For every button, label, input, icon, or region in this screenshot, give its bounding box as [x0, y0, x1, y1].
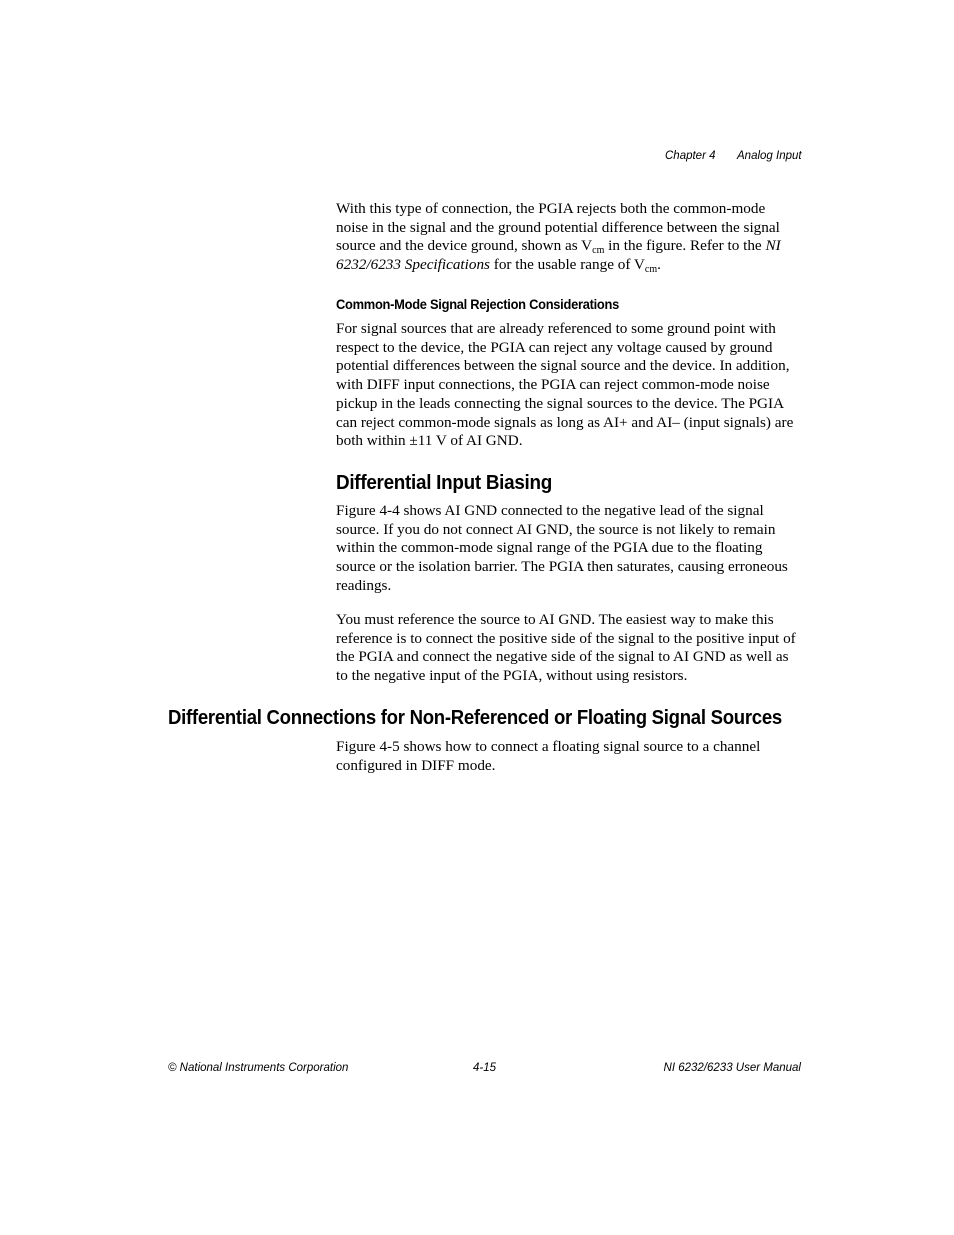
header-chapter: Chapter 4	[665, 150, 716, 162]
biasing-text-1: Figure 4-4 shows AI GND connected to the negative lead of the signal source. If you do not connect AI GND, the source is not likely to remain within the common-mode signal range of the PGIA due to the floating source or the isolation barrier. The PGIA then saturates, causing erroneous readings.	[336, 502, 788, 594]
specifications-reference: NI 6232/6233 Specifications	[336, 237, 781, 274]
intro-text-3: for the usable range of V	[489, 256, 645, 274]
running-footer	[0, 1062, 954, 1078]
intro-paragraph	[336, 200, 801, 275]
footer-manual-title: NI 6232/6233 User Manual	[663, 1062, 801, 1074]
biasing-paragraph-2	[336, 611, 801, 686]
floating-text: Figure 4-5 shows how to connect a floating signal source to a channel configured in DIFF mode.	[336, 738, 761, 774]
footer-page-number: 4-15	[473, 1062, 497, 1074]
header-title: Analog Input	[737, 150, 802, 162]
biasing-text-2: You must reference the source to AI GND. The easiest way to make this reference is to connect the positive side of the signal to the positive input of the PGIA and connect the negative side of the signal to AI GND as well as to the negative input of the PGIA, without using resistors.	[336, 611, 796, 685]
running-header	[0, 150, 954, 166]
heading-common-mode: Common-Mode Signal Rejection Considerations	[336, 296, 619, 312]
common-mode-text: For signal sources that are already referenced to some ground point with respect to the device, the PGIA can reject any voltage caused by ground potential differences between the signal source and the device. In addition, with DIFF input connections, the PGIA can reject common-mode noise pickup in the leads connecting the signal sources to the device. The PGIA can reject common-mode signals as long as AI+ and AI– (input signals) are both within ±11 V of AI GND.	[336, 320, 794, 450]
biasing-paragraph-1	[336, 502, 801, 596]
vcm-subscript-1: cm	[592, 245, 605, 257]
footer-copyright: © National Instruments Corporation	[168, 1062, 349, 1074]
common-mode-paragraph	[336, 320, 801, 451]
intro-text-4: .	[657, 256, 661, 274]
intro-text-2: in the figure. Refer to the	[604, 237, 766, 255]
heading-differential-input-biasing: Differential Input Biasing	[336, 471, 553, 494]
heading-floating-signal-sources: Differential Connections for Non-Referenced or Floating Signal Sources	[168, 706, 782, 729]
vcm-subscript-2: cm	[644, 264, 658, 276]
floating-paragraph	[336, 738, 801, 775]
intro-text-1: With this type of connection, the PGIA rejects both the common-mode noise in the signal and the ground potential difference between the signal source and the device ground, shown as V	[336, 200, 780, 255]
